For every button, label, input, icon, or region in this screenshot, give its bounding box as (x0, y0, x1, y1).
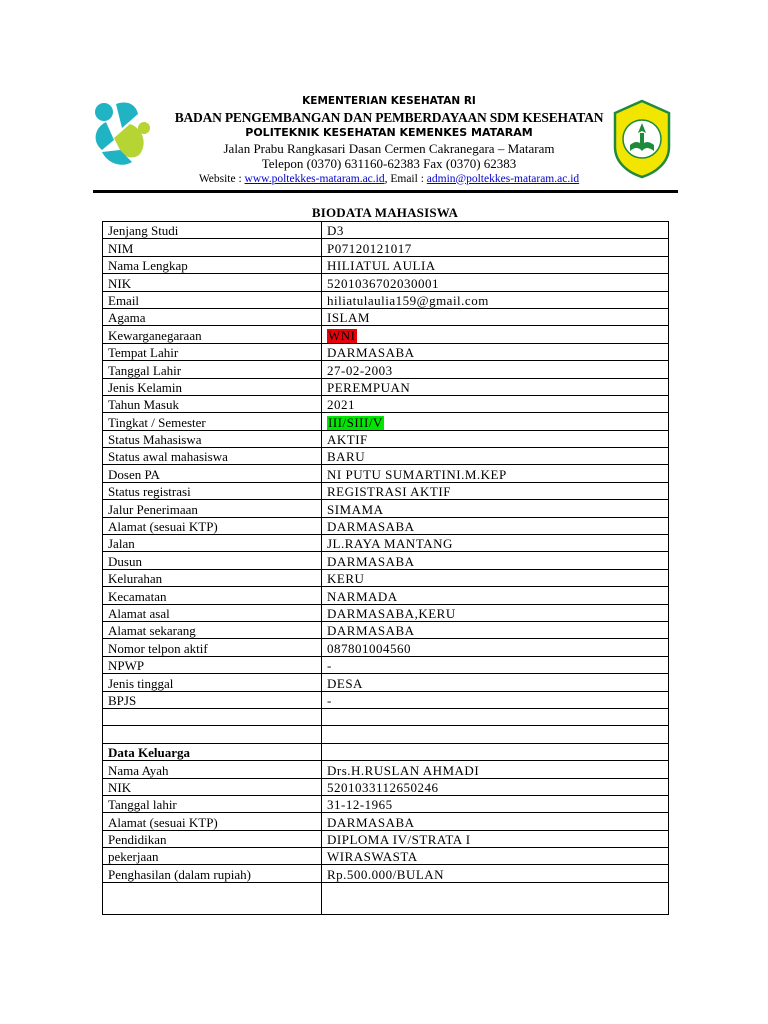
table-row (103, 465, 669, 482)
ministry-name: KEMENTERIAN KESEHATAN RI (302, 95, 476, 107)
field-value-cell (322, 239, 669, 256)
field-value-cell (322, 482, 669, 499)
field-value: DARMASABA (327, 519, 415, 535)
table-row (103, 482, 669, 499)
table-row (103, 691, 669, 708)
table-row (103, 274, 669, 291)
kemenkes-logo (92, 98, 154, 170)
field-value: hiliatulaulia159@gmail.com (327, 292, 489, 308)
field-label: Nomor telpon aktif (103, 639, 322, 656)
institution-name: POLITEKNIK KESEHATAN KEMENKES MATARAM (245, 126, 533, 139)
field-label: Alamat sekarang (103, 621, 322, 638)
field-value-cell (322, 621, 669, 638)
field-label: Email (103, 291, 322, 308)
table-row (103, 604, 669, 621)
section-row (103, 743, 669, 760)
table-row (103, 882, 669, 914)
email-label: , Email : (384, 172, 427, 185)
field-label: BPJS (103, 691, 322, 708)
poltekkes-seal-logo (611, 99, 673, 179)
field-label: Tanggal Lahir (103, 361, 322, 378)
field-value-cell (322, 343, 669, 360)
field-value: REGISTRASI AKTIF (327, 484, 451, 500)
field-value: 27-02-2003 (327, 362, 393, 378)
table-row (103, 343, 669, 360)
field-value: WIRASWASTA (327, 849, 418, 865)
field-value: AKTIF (327, 432, 368, 448)
table-row (103, 326, 669, 343)
field-value: DESA (327, 675, 363, 691)
field-value-cell (322, 743, 669, 760)
field-label: Nama Lengkap (103, 256, 322, 273)
field-label: Agama (103, 308, 322, 325)
table-row (103, 795, 669, 812)
table-row (103, 535, 669, 552)
letterhead (160, 94, 618, 187)
table-row (103, 308, 669, 325)
field-value-cell (322, 726, 669, 743)
field-value: DARMASABA (327, 623, 415, 639)
field-label: NIK (103, 778, 322, 795)
field-label: Kecamatan (103, 587, 322, 604)
field-label: Penghasilan (dalam rupiah) (103, 865, 322, 882)
header-divider (93, 190, 678, 193)
field-label: Alamat (sesuai KTP) (103, 517, 322, 534)
field-value-cell (322, 830, 669, 847)
field-value-cell (322, 569, 669, 586)
table-row (103, 256, 669, 273)
field-label: NPWP (103, 656, 322, 673)
field-value: DIPLOMA IV/STRATA I (327, 832, 471, 848)
field-label: Status Mahasiswa (103, 430, 322, 447)
table-row (103, 378, 669, 395)
field-label: NIK (103, 274, 322, 291)
table-row (103, 500, 669, 517)
field-value-cell (322, 274, 669, 291)
field-value-cell (322, 448, 669, 465)
table-row (103, 291, 669, 308)
field-label: pekerjaan (103, 848, 322, 865)
field-value-cell (322, 708, 669, 725)
biodata-table (102, 221, 669, 915)
field-value: DARMASABA (327, 345, 415, 361)
field-label: Dusun (103, 552, 322, 569)
field-value-cell (322, 761, 669, 778)
table-row (103, 761, 669, 778)
field-value: 5201033112650246 (327, 779, 439, 795)
field-value-cell (322, 552, 669, 569)
table-row (103, 848, 669, 865)
field-value: NARMADA (327, 588, 398, 604)
field-label: Alamat asal (103, 604, 322, 621)
field-value-cell (322, 778, 669, 795)
field-label: Kewarganegaraan (103, 326, 322, 343)
field-value-cell (322, 848, 669, 865)
field-value: 2021 (327, 397, 355, 413)
table-row (103, 587, 669, 604)
field-value-cell (322, 882, 669, 914)
field-label: Jenis Kelamin (103, 378, 322, 395)
field-value-cell (322, 308, 669, 325)
field-label: Alamat (sesuai KTP) (103, 813, 322, 830)
field-label: Jalan (103, 535, 322, 552)
field-value-cell (322, 465, 669, 482)
field-value: - (327, 692, 332, 708)
field-label: Tingkat / Semester (103, 413, 322, 430)
field-value-cell (322, 674, 669, 691)
field-label (103, 726, 322, 743)
email-link[interactable]: admin@poltekkes-mataram.ac.id (426, 172, 580, 185)
field-label: Nama Ayah (103, 761, 322, 778)
table-row (103, 448, 669, 465)
field-value-cell (322, 361, 669, 378)
field-label: Tempat Lahir (103, 343, 322, 360)
field-label (103, 708, 322, 725)
table-row (103, 430, 669, 447)
field-value-cell (322, 256, 669, 273)
table-row (103, 239, 669, 256)
field-label: Jenis tinggal (103, 674, 322, 691)
field-value: Rp.500.000/BULAN (327, 866, 445, 882)
field-value-cell (322, 326, 669, 343)
field-value: BARU (327, 449, 366, 465)
field-value-cell (322, 639, 669, 656)
field-value-cell (322, 691, 669, 708)
table-row (103, 865, 669, 882)
field-value: NI PUTU SUMARTINI.M.KEP (327, 466, 507, 482)
contact-line (160, 172, 618, 188)
field-value: PEREMPUAN (327, 379, 411, 395)
table-row (103, 621, 669, 638)
field-label: Kelurahan (103, 569, 322, 586)
field-value-cell (322, 378, 669, 395)
field-value: WNI (328, 327, 356, 343)
table-row (103, 413, 669, 430)
field-label: Tanggal lahir (103, 795, 322, 812)
field-value-cell (322, 500, 669, 517)
table-row (103, 674, 669, 691)
field-value: Drs.H.RUSLAN AHMADI (327, 762, 480, 778)
field-value: - (327, 658, 332, 674)
field-label: Jalur Penerimaan (103, 500, 322, 517)
field-label: NIM (103, 239, 322, 256)
field-value: SIMAMA (327, 501, 384, 517)
field-label: Jenjang Studi (103, 222, 322, 239)
website-label: Website : (198, 172, 245, 185)
phone-fax: Telepon (0370) 631160-62383 Fax (0370) 62383 (261, 156, 517, 171)
table-row (103, 656, 669, 673)
table-row (103, 552, 669, 569)
field-value-cell (322, 587, 669, 604)
table-row (103, 830, 669, 847)
field-value: DARMASABA,KERU (327, 605, 456, 621)
table-row (103, 569, 669, 586)
table-row (103, 517, 669, 534)
field-value: ISLAM (327, 310, 370, 326)
field-value: DARMASABA (327, 814, 415, 830)
field-value: DARMASABA (327, 553, 415, 569)
field-value-cell (322, 535, 669, 552)
field-label (103, 882, 322, 914)
field-value: KERU (327, 571, 365, 587)
field-value-cell (322, 291, 669, 308)
field-value: D3 (327, 223, 344, 239)
table-row (103, 708, 669, 725)
field-value-cell (322, 222, 669, 239)
field-label: Dosen PA (103, 465, 322, 482)
field-value: III/SIII/V (328, 414, 383, 430)
field-value-cell (322, 517, 669, 534)
field-label: Status registrasi (103, 482, 322, 499)
table-row (103, 726, 669, 743)
field-value-cell (322, 430, 669, 447)
agency-name: BADAN PENGEMBANGAN DAN PEMBERDAYAAN SDM KESEHATAN (174, 109, 604, 125)
table-row (103, 778, 669, 795)
field-value-cell (322, 813, 669, 830)
field-label: Tahun Masuk (103, 395, 322, 412)
field-label: Pendidikan (103, 830, 322, 847)
table-row (103, 361, 669, 378)
field-value: P07120121017 (327, 240, 412, 256)
address: Jalan Prabu Rangkasari Dasan Cermen Cakranegara – Mataram (223, 140, 555, 156)
field-value-cell (322, 865, 669, 882)
table-row (103, 639, 669, 656)
field-value-cell (322, 656, 669, 673)
field-value: JL.RAYA MANTANG (327, 536, 453, 552)
document-title: BIODATA MAHASISWA (311, 205, 459, 220)
field-label: Status awal mahasiswa (103, 448, 322, 465)
table-row (103, 395, 669, 412)
field-value: 31-12-1965 (327, 797, 393, 813)
field-value-cell (322, 395, 669, 412)
field-value-cell (322, 795, 669, 812)
field-value-cell (322, 604, 669, 621)
field-value: HILIATUL AULIA (327, 258, 436, 274)
table-row (103, 813, 669, 830)
website-link[interactable]: www.poltekkes-mataram.ac.id (244, 172, 385, 185)
field-value: 5201036702030001 (327, 275, 439, 291)
section-heading: Data Keluarga (103, 743, 322, 760)
field-value: 087801004560 (327, 640, 411, 656)
field-value-cell (322, 413, 669, 430)
table-row (103, 222, 669, 239)
